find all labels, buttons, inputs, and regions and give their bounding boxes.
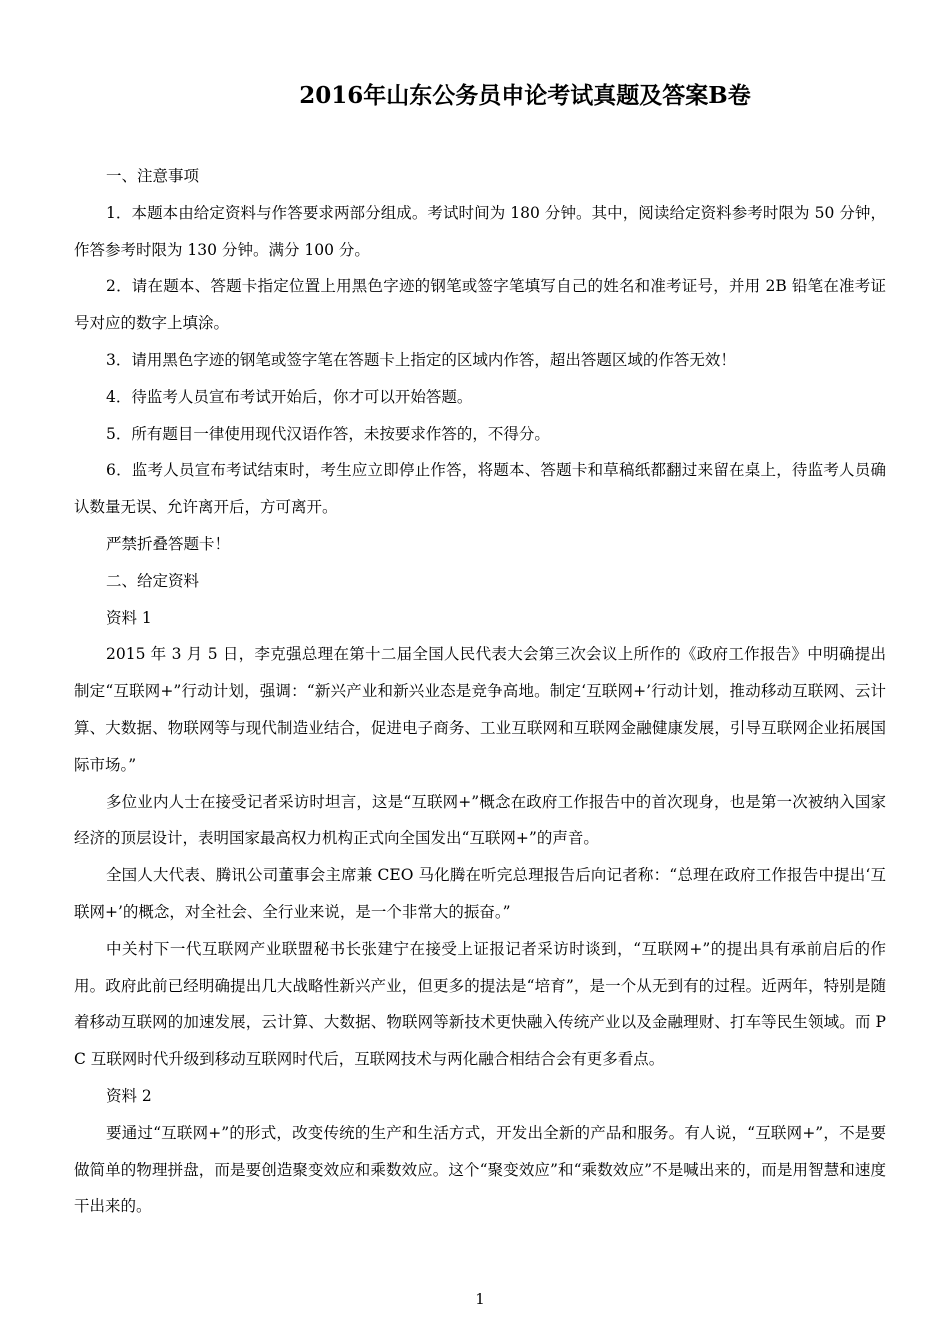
- note-1: 1．本题本由给定资料与作答要求两部分组成。考试时间为 180 分钟。其中，阅读给定资料参考时限为 50 分钟，作答参考时限为 130 分钟。满分 100 分。: [74, 203, 886, 259]
- document-body: [74, 158, 886, 1225]
- heading-notes: 一、注意事项: [106, 167, 200, 185]
- page-number: 1: [475, 1290, 485, 1308]
- material-1-paragraph: 多位业内人士在接受记者采访时坦言，这是“互联网+”概念在政府工作报告中的首次现身，也是第一次被纳入国家经济的顶层设计，表明国家最高权力机构正式向全国发出“互联网+”的声音。: [74, 792, 886, 848]
- note-6: 6．监考人员宣布考试结束时，考生应立即停止作答，将题本、答题卡和草稿纸都翻过来留在桌上，待监考人员确认数量无误、允许离开后，方可离开。: [74, 461, 886, 517]
- material-1-paragraph: 中关村下一代互联网产业联盟秘书长张建宁在接受上证报记者采访时谈到，“互联网+”的提出具有承前启后的作用。政府此前已经明确提出几大战略性新兴产业，但更多的提法是“培育”，是一个从无到有的过程。近两年，特别是随着移动互联网的加速发展，云计算、大数据、物联网等新技术更快融入传统产业以及金融理财、打车等民生领域。而 PC 互联网时代升级到移动互联网时代后，互联网技术与两化融合相结合会有更多看点。: [74, 939, 886, 1069]
- note-2: 2．请在题本、答题卡指定位置上用黑色字迹的钢笔或签字笔填写自己的姓名和准考证号，并用 2B 铅笔在准考证号对应的数字上填涂。: [74, 277, 886, 333]
- note-3: 3．请用黑色字迹的钢笔或签字笔在答题卡上指定的区域内作答，超出答题区域的作答无效！: [106, 350, 736, 369]
- material-1-label: 资料 1: [106, 608, 152, 627]
- note-5: 5．所有题目一律使用现代汉语作答，未按要求作答的，不得分。: [106, 424, 550, 443]
- material-1-paragraph: 全国人大代表、腾讯公司董事会主席兼 CEO 马化腾在听完总理报告后向记者称：“总理在政府工作报告中提出‘互联网+’的概念，对全社会、全行业来说，是一个非常大的振奋。”: [74, 866, 886, 921]
- material-2-label: 资料 2: [106, 1086, 152, 1105]
- document-page: [74, 0, 886, 1344]
- heading-materials: 二、给定资料: [106, 571, 200, 590]
- document-title: 2016年山东公务员申论考试真题及答案B卷: [299, 82, 751, 109]
- warning-text: 严禁折叠答题卡！: [106, 534, 231, 553]
- note-4: 4．待监考人员宣布考试开始后，你才可以开始答题。: [106, 387, 473, 406]
- material-1-paragraph: 2015 年 3 月 5 日，李克强总理在第十二届全国人民代表大会第三次会议上所作的《政府工作报告》中明确提出制定“互联网+”行动计划，强调：“新兴产业和新兴业态是竞争高地。制定‘互联网+’行动计划，推动移动互联网、云计算、大数据、物联网等与现代制造业结合，促进电子商务、工业互联网和互联网金融健康发展，引导互联网企业拓展国际市场。”: [74, 645, 886, 774]
- material-2-paragraph: 要通过“互联网+”的形式，改变传统的生产和生活方式，开发出全新的产品和服务。有人说，“互联网+”，不是要做简单的物理拼盘，而是要创造聚变效应和乘数效应。这个“聚变效应”和“乘数效应”不是喊出来的，而是用智慧和速度干出来的。: [74, 1123, 886, 1216]
